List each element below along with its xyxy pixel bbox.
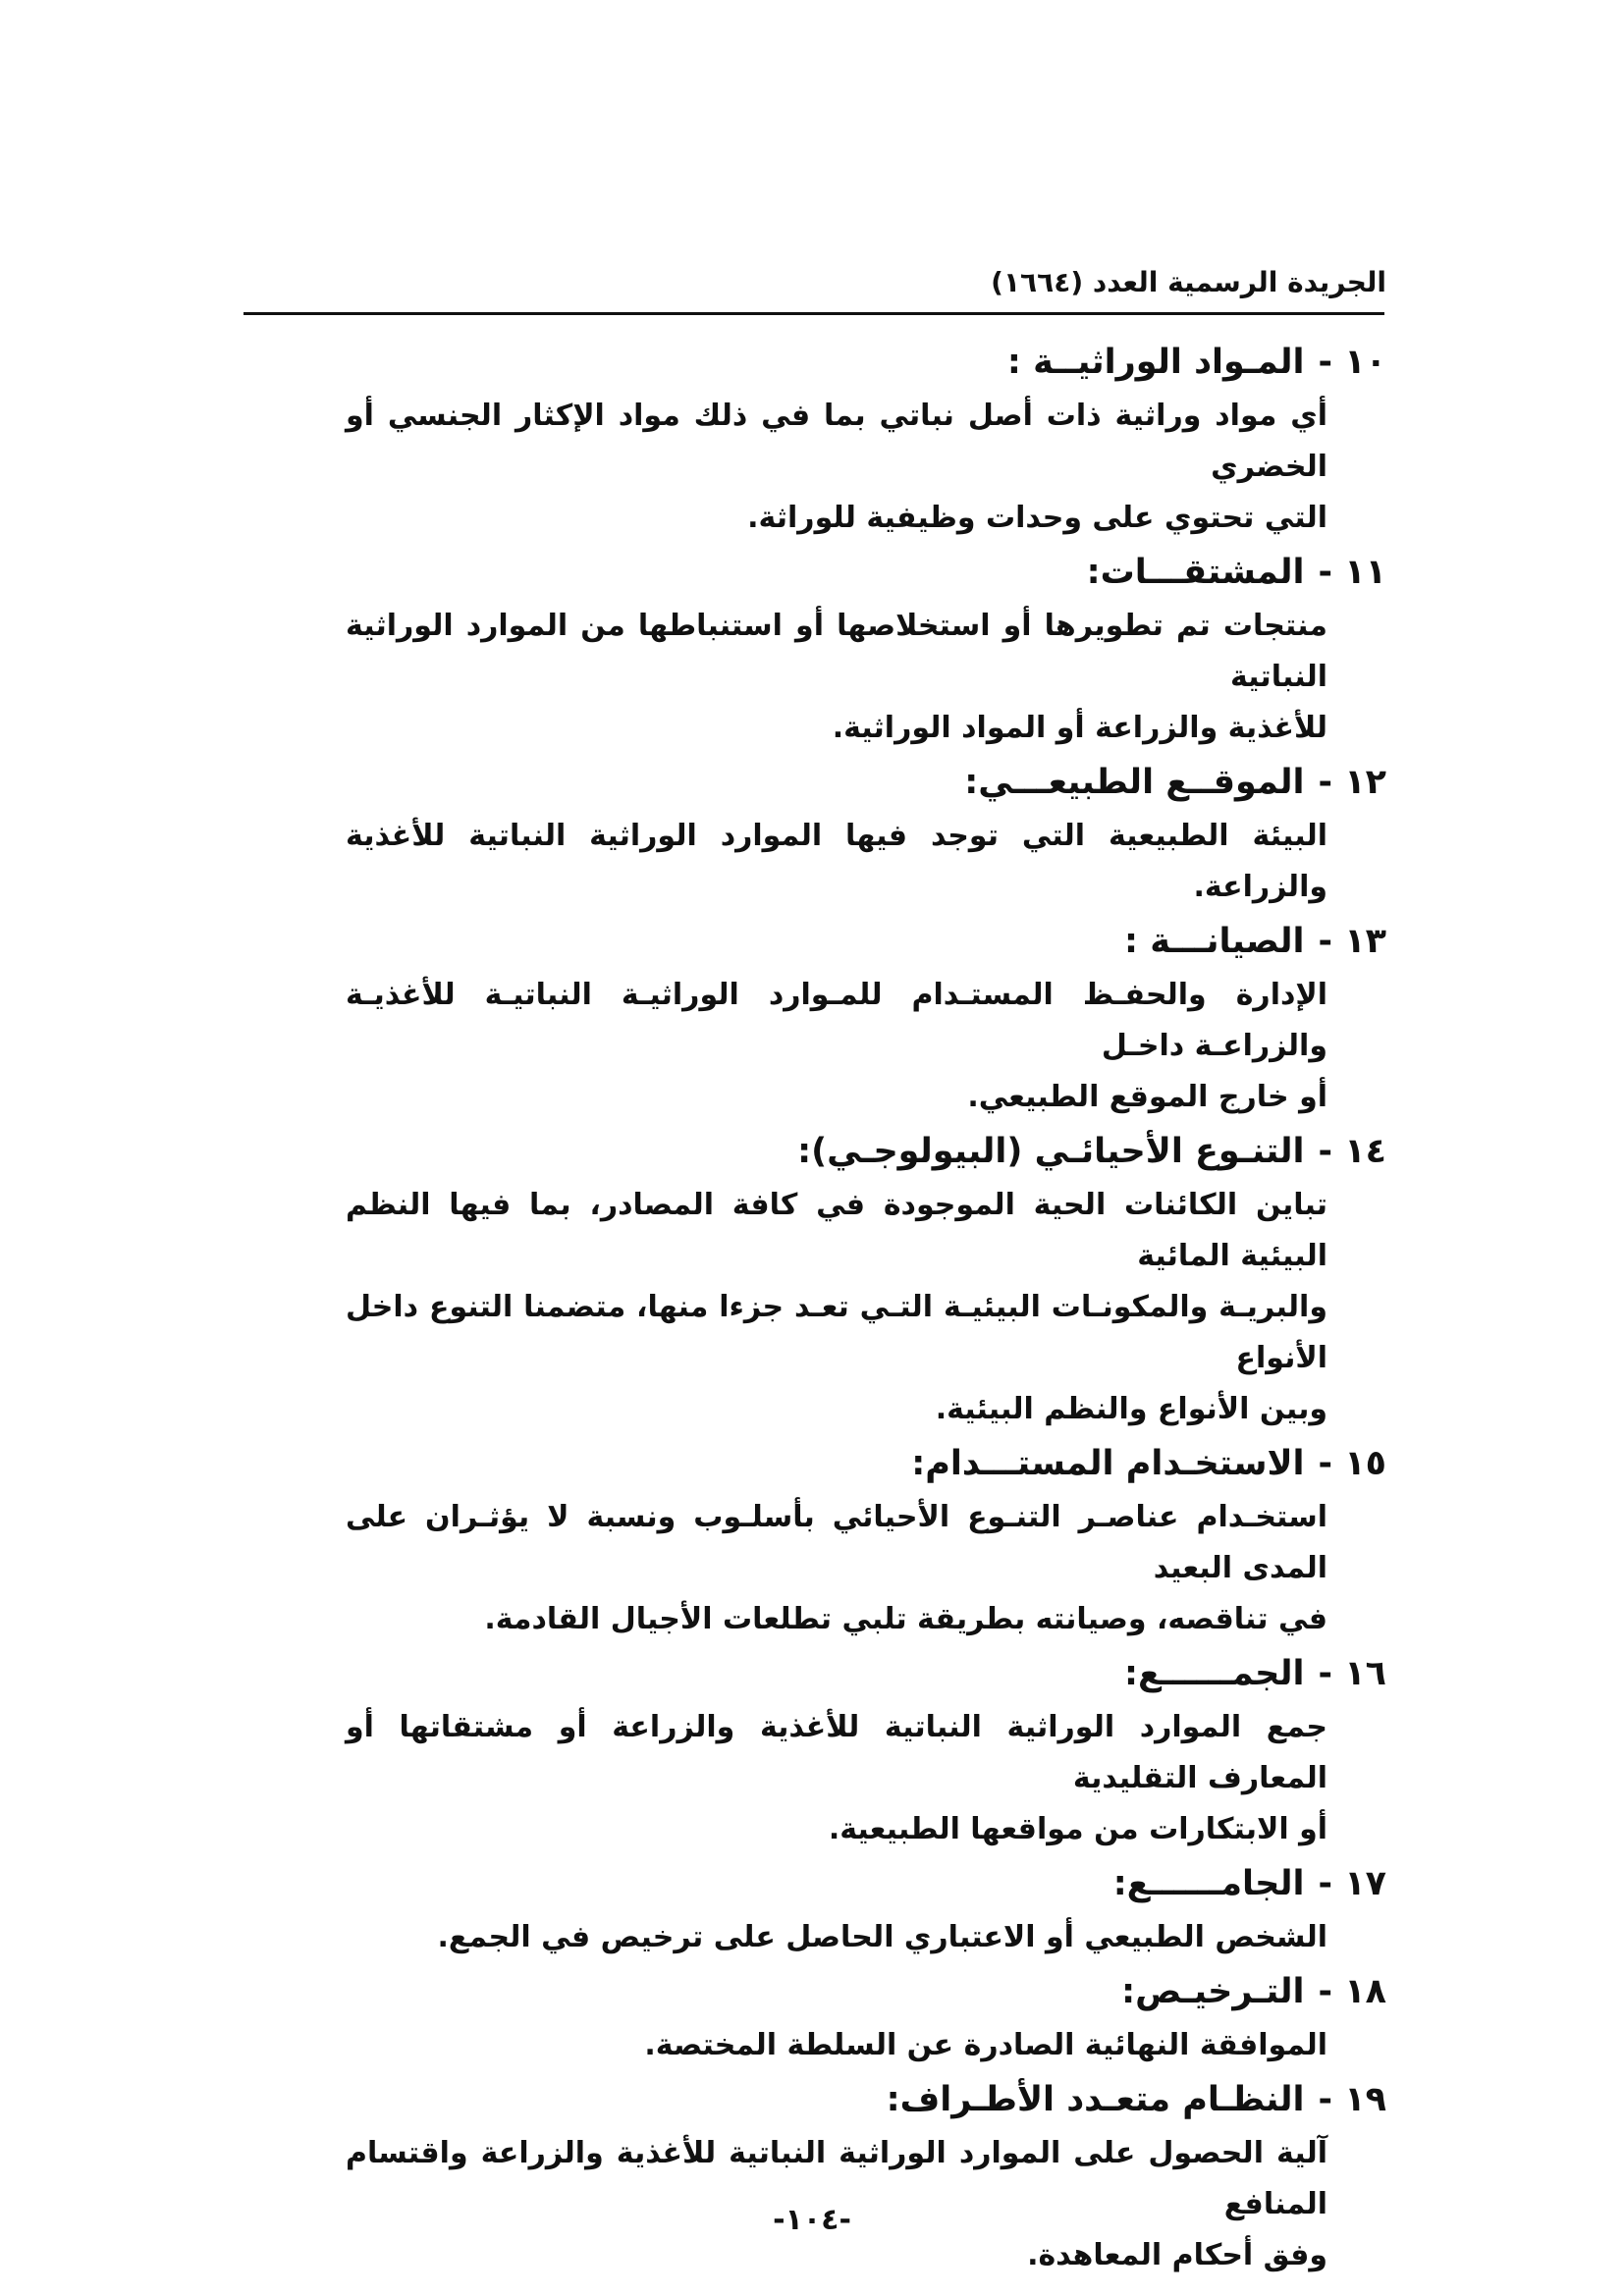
definition-number: ١٤ -	[1318, 1132, 1386, 1171]
definition-term: الاستخـدام المستـــدام:	[911, 1444, 1305, 1483]
definition-item	[346, 2071, 1386, 2281]
definition-number: ١٥ -	[1318, 1444, 1386, 1483]
definition-text-line: أو الابتكارات من مواقعها الطبيعية.	[828, 1812, 1327, 1846]
definition-number: ١٠ -	[1318, 343, 1386, 382]
definition-term: التـرخيـص:	[1121, 1972, 1305, 2011]
definition-text-line: أو خارج الموقع الطبيعي.	[967, 1080, 1327, 1114]
definition-number: ١٦ -	[1318, 1654, 1386, 1693]
definition-item	[346, 1123, 1386, 1435]
definition-heading	[346, 1963, 1386, 2020]
definition-heading	[346, 1645, 1386, 1702]
definition-heading	[346, 1855, 1386, 1912]
definition-heading	[346, 544, 1386, 601]
definition-text-line: تباين الكائنات الحية الموجودة في كافة المصادر، بما فيها النظم البيئية المائية	[346, 1188, 1327, 1273]
definition-item	[346, 1855, 1386, 1963]
definition-text-line: للأغذية والزراعة أو المواد الوراثية.	[832, 711, 1327, 745]
definition-number: ١٩ -	[1318, 2080, 1386, 2119]
definition-heading	[346, 1123, 1386, 1180]
definition-heading	[346, 1435, 1386, 1492]
definition-text-line: والبريـة والمكونـات البيئيـة التـي تعـد جزءا منها، متضمنا التنوع داخل الأنواع	[346, 1290, 1327, 1375]
definition-text-line: الإدارة والحفـظ المستـدام للمـوارد الوراثيـة النباتيـة للأغذيـة والزراعـة داخـل	[346, 978, 1327, 1063]
definition-term: الموقــع الطبيعـــي:	[964, 763, 1305, 802]
definition-text-line: منتجات تم تطويرها أو استخلاصها أو استنباطها من الموارد الوراثية النباتية	[346, 609, 1327, 694]
definition-number: ١٢ -	[1318, 763, 1386, 802]
definition-text-line: التي تحتوي على وحدات وظيفية للوراثة.	[747, 501, 1327, 535]
definition-item	[346, 913, 1386, 1123]
definition-item	[346, 334, 1386, 544]
definition-text-line: الموافقة النهائية الصادرة عن السلطة المختصة.	[644, 2028, 1327, 2062]
gazette-header-title: الجريدة الرسمية العدد (١٦٦٤)	[991, 266, 1386, 298]
definition-term: التنـوع الأحيائـي (البيولوجـي):	[797, 1132, 1305, 1171]
definition-item	[346, 754, 1386, 913]
definition-text-line: البيئة الطبيعية التي توجد فيها الموارد الوراثية النباتية للأغذية والزراعة.	[346, 819, 1327, 904]
definitions-list	[346, 334, 1386, 2281]
definition-number: ١٣ -	[1318, 922, 1386, 961]
definition-text-line: في تناقصه، وصيانته بطريقة تلبي تطلعات الأجيال القادمة.	[484, 1602, 1327, 1636]
definition-text-line: استخـدام عناصـر التنـوع الأحيائي بأسلـوب ونسبة لا يؤثـران على المدى البعيد	[346, 1500, 1327, 1585]
definition-text-line: الشخص الطبيعي أو الاعتباري الحاصل على ترخيص في الجمع.	[437, 1920, 1327, 1954]
definition-heading	[346, 334, 1386, 391]
definition-term: الجمــــــع:	[1124, 1654, 1305, 1693]
definition-term: الجامــــــع:	[1112, 1864, 1305, 1903]
definition-item	[346, 1963, 1386, 2071]
definition-heading	[346, 2071, 1386, 2128]
definition-item	[346, 544, 1386, 754]
definition-heading	[346, 754, 1386, 811]
definition-text-line: آلية الحصول على الموارد الوراثية النباتية للأغذية والزراعة واقتسام المنافع	[346, 2136, 1327, 2221]
definition-number: ١٧ -	[1318, 1864, 1386, 1903]
definition-number: ١١ -	[1318, 553, 1386, 592]
definition-item	[346, 1645, 1386, 1855]
definition-text-line: أي مواد وراثية ذات أصل نباتي بما في ذلك مواد الإكثار الجنسي أو الخضري	[346, 399, 1327, 484]
definition-heading	[346, 913, 1386, 970]
definition-term: المشتقـــات:	[1086, 553, 1305, 592]
page-number: -١٠٤-	[773, 2203, 851, 2237]
definition-text-line: وبين الأنواع والنظم البيئية.	[935, 1392, 1327, 1426]
definition-term: المـواد الوراثيــة :	[1006, 343, 1305, 382]
definition-term: الصيانـــة :	[1124, 922, 1305, 961]
definition-text-line: جمع الموارد الوراثية النباتية للأغذية والزراعة أو مشتقاتها أو المعارف التقليدية	[346, 1710, 1327, 1795]
definition-number: ١٨ -	[1318, 1972, 1386, 2011]
header-divider-line	[244, 312, 1384, 315]
definition-item	[346, 1435, 1386, 1645]
definition-term: النظـام متعـدد الأطـراف:	[886, 2080, 1305, 2119]
definition-text-line: وفق أحكام المعاهدة.	[1027, 2238, 1327, 2272]
